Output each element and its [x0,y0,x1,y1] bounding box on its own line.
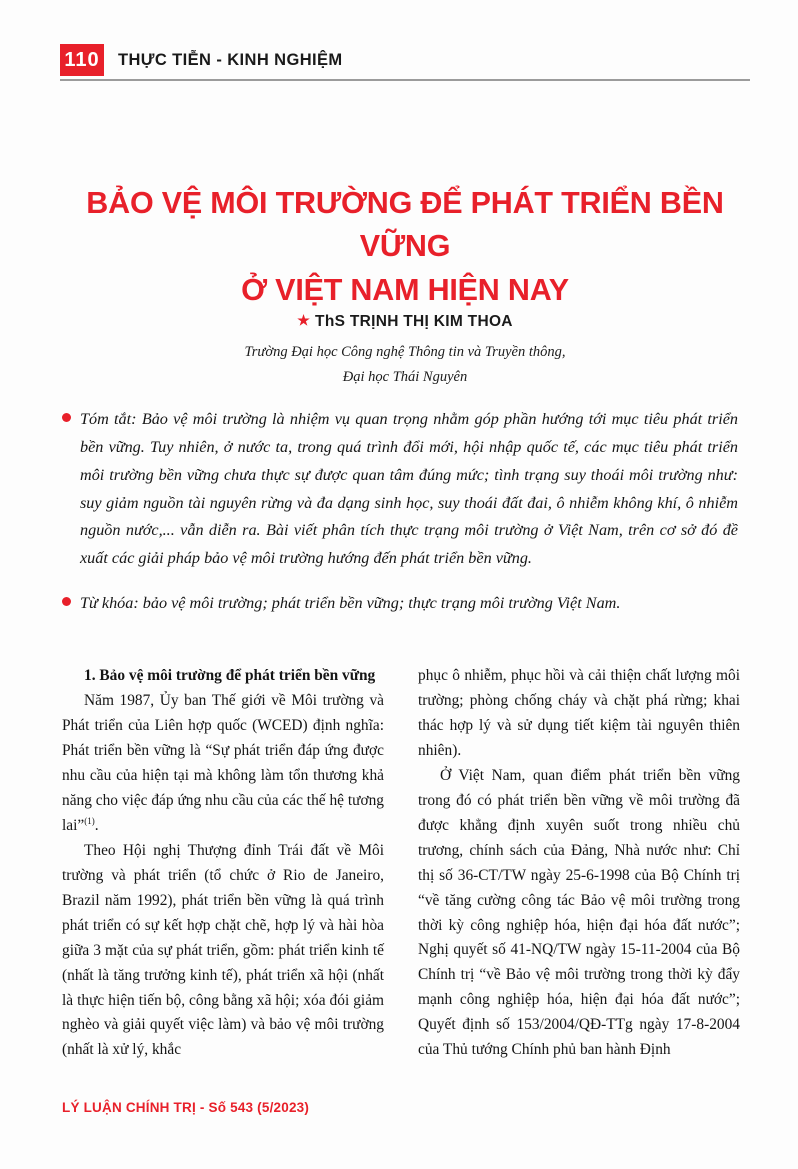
header-divider [60,79,750,81]
left-paragraph-1-end: . [94,816,99,834]
abstract-keywords-label: Từ khóa: [80,594,139,613]
section-title: THỰC TIỄN - KINH NGHIỆM [118,50,343,69]
affiliation-line-1: Trường Đại học Công nghệ Thông tin và Truyền thông, [244,344,566,360]
author-affiliation [60,340,750,391]
right-column [418,664,740,1064]
bullet-icon [62,413,71,422]
abstract-summary-label: Tóm tắt: [80,410,137,428]
author-name [297,312,513,331]
abstract-keywords-text: bảo vệ môi trường; phát triển bền vững; thực trạng môi trường Việt Nam. [138,594,621,613]
left-paragraph-1 [62,689,384,839]
bullet-icon [62,597,71,606]
title-block [60,182,750,312]
left-column [62,664,384,1064]
affiliation-line-2: Đại học Thái Nguyên [342,369,468,386]
body-columns [62,664,740,1064]
article-title-line1: BẢO VỆ MÔI TRƯỜNG ĐỂ PHÁT TRIỂN BỀN VỮNG [86,186,724,264]
star-icon: ★ [297,312,311,328]
abstract-summary [80,406,738,573]
right-paragraph-2: Ở Việt Nam, quan điểm phát triển bền vững trong đó có phát triển bền vững về môi trường đã được khẳng định xuyên suốt trong nhiều chủ trương, chính sách của Đảng, Nhà nước như: Chỉ thị số 36-CT/TW ngày 25-6-1998 của Bộ Chính trị “về tăng cường công tác Bảo vệ môi trường trong thời kỳ công nghiệp hóa, hiện đại hóa đất nước”; Nghị quyết số 41-NQ/TW ngày 15-11-2004 của Bộ Chính trị “về Bảo vệ môi trường trong thời kỳ đẩy mạnh công nghiệp hóa, hiện đại hóa đất nước”; Quyết định số 153/2004/QĐ-TTg ngày 17-8-2004 của Thủ tướng Chính phủ ban hành Định [418,766,740,1059]
section-heading-1: 1. Bảo vệ môi trường để phát triển bền vững [84,667,376,684]
page-header [60,42,750,78]
footnote-marker-1: (1) [84,815,95,826]
abstract-summary-row [62,406,738,573]
abstract-block [62,406,738,618]
abstract-summary-text: Bảo vệ môi trường là nhiệm vụ quan trọng nhằm góp phần hướng tới mục tiêu phát triển bền vững. Tuy nhiên, ở nước ta, trong quá trình đổi mới, hội nhập quốc tế, các mục tiêu phát triển môi trường bền vững chưa thực sự được quan tâm đúng mức; tình trạng suy thoái môi trường như: suy giảm nguồn tài nguyên rừng và đa dạng sinh học, suy thoái đất đai, ô nhiễm không khí, ô nhiễm nguồn nước,... vẫn diễn ra. Bài viết phân tích thực trạng môi trường ở Việt Nam, trên cơ sở đó đề xuất các giải pháp bảo vệ môi trường hướng đến phát triển bền vững. [80,410,738,568]
abstract-keywords-row [62,590,738,618]
right-paragraph-1: phục ô nhiễm, phục hồi và cải thiện chất lượng môi trường; phòng chống cháy và chặt phá rừng; khai thác hợp lý và sử dụng tiết kiệm tài nguyên thiên nhiên). [418,667,740,759]
footer-issue: - Số 543 (5/2023) [195,1100,310,1115]
page-footer [62,1099,752,1117]
page-number-badge: 110 [60,44,104,76]
author-name-text: ThS TRỊNH THỊ KIM THOA [315,313,513,330]
left-paragraph-2: Theo Hội nghị Thượng đỉnh Trái đất về Môi trường và phát triển (tổ chức ở Rio de Janeiro, Brazil năm 1992), phát triển bền vững là quá trình phát triển có sự kết hợp chặt chẽ, hợp lý và hài hòa giữa 3 mặt của sự phát triển, gồm: phát triển kinh tế (nhất là tăng trưởng kinh tế), phát triển xã hội (nhất là thực hiện tiến bộ, công bằng xã hội; xóa đói giảm nghèo và giải quyết việc làm) và bảo vệ môi trường (nhất là xử lý, khắc [62,841,384,1059]
left-paragraph-1-text: Năm 1987, Ủy ban Thế giới về Môi trường và Phát triển của Liên hợp quốc (WCED) định nghĩa: Phát triển bền vững là “Sự phát triển đáp ứng được nhu cầu của hiện tại mà không làm tổn thương khả năng cho việc đáp ứng nhu cầu của các thế hệ tương lai” [62,691,384,834]
footer-journal-name: LÝ LUẬN CHÍNH TRỊ [62,1100,196,1115]
article-title-line2: Ở VIỆT NAM HIỆN NAY [241,272,569,307]
article-title [60,182,750,312]
author-block [60,312,750,391]
abstract-keywords [80,590,738,618]
